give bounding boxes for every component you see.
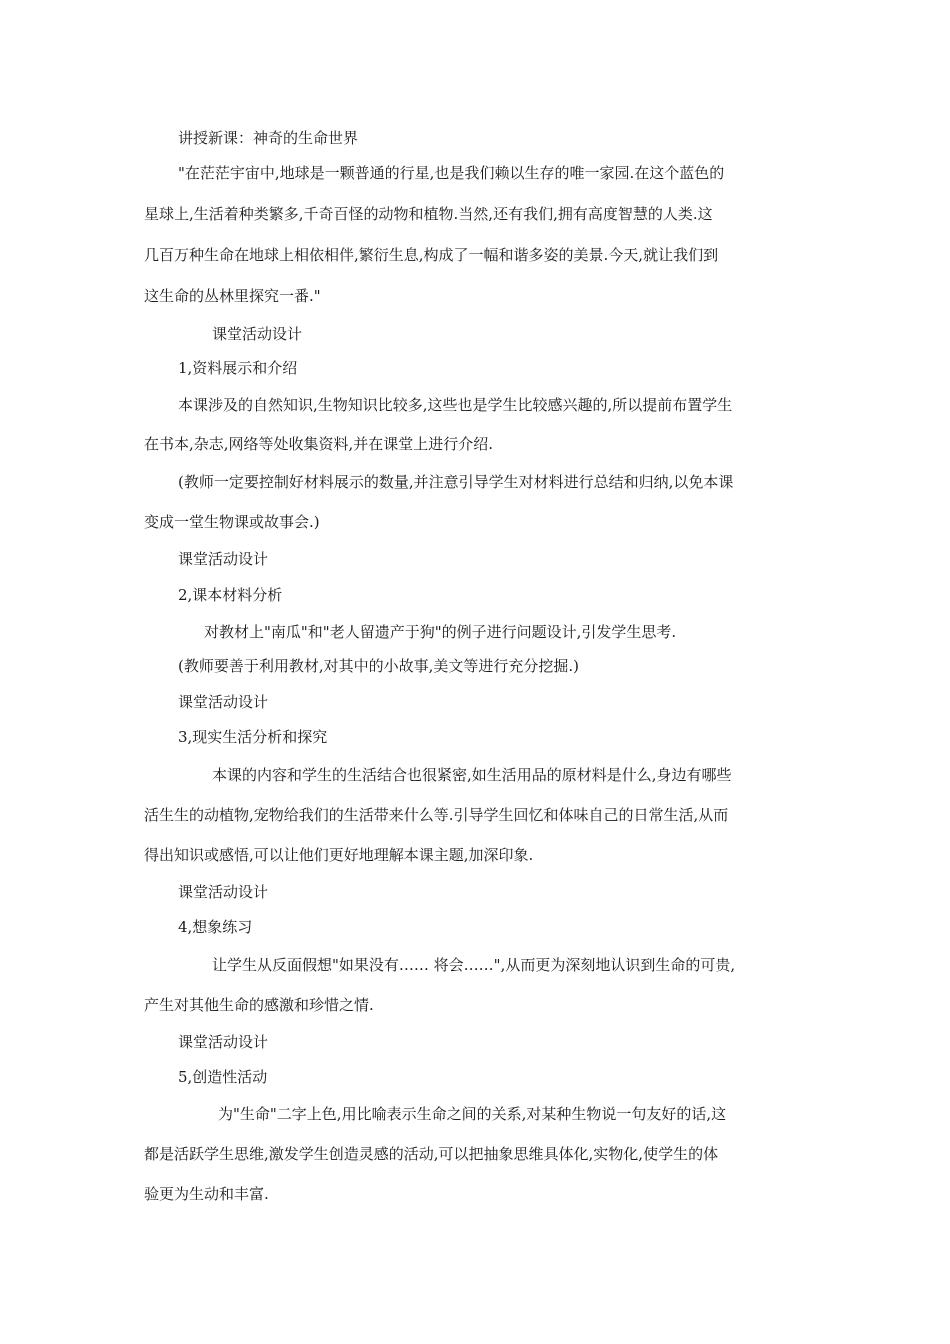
section-heading: 课堂活动设计 <box>212 325 303 343</box>
activity-title: 2,课本材料分析 <box>178 586 283 604</box>
paragraph-line: 让学生从反面假想"如果没有…… 将会……",从而更为深刻地认识到生命的可贵, <box>212 956 736 974</box>
paragraph-line: 都是活跃学生思维,激发学生创造灵感的活动,可以把抽象思维具体化,实物化,使学生的体 <box>144 1145 719 1163</box>
section-heading: 课堂活动设计 <box>178 883 269 901</box>
paragraph-line: 本课的内容和学生的生活结合也很紧密,如生活用品的原材料是什么,身边有哪些 <box>212 766 732 784</box>
intro-paragraph-line: 星球上,生活着种类繁多,千奇百怪的动物和植物.当然,还有我们,拥有高度智慧的人类.这 <box>144 205 713 223</box>
paragraph-line: 得出知识或感悟,可以让他们更好地理解本课主题,加深印象. <box>144 846 534 864</box>
paragraph-line: 活生生的动植物,宠物给我们的生活带来什么等.引导学生回忆和体味自己的日常生活,从而 <box>144 806 729 824</box>
note-line: (教师一定要控制好材料展示的数量,并注意引导学生对材料进行总结和归纳,以免本课 <box>178 473 734 491</box>
intro-paragraph-line: 这生命的丛林里探究一番." <box>144 287 321 305</box>
activity-title: 5,创造性活动 <box>178 1068 268 1086</box>
paragraph-line: 本课涉及的自然知识,生物知识比较多,这些也是学生比较感兴趣的,所以提前布置学生 <box>178 396 733 414</box>
section-heading: 课堂活动设计 <box>178 1033 269 1051</box>
note-line: 变成一堂生物课或故事会.) <box>144 513 320 531</box>
activity-title: 4,想象练习 <box>178 918 253 936</box>
activity-title: 3,现实生活分析和探究 <box>178 728 328 746</box>
paragraph-line: 验更为生动和丰富. <box>144 1185 269 1203</box>
lesson-heading: 讲授新课：神奇的生命世界 <box>178 129 359 147</box>
paragraph-line: 产生对其他生命的感激和珍惜之情. <box>144 996 374 1014</box>
section-heading: 课堂活动设计 <box>178 550 269 568</box>
intro-paragraph-line: 几百万种生命在地球上相依相伴,繁衍生息,构成了一幅和谐多姿的美景.今天,就让我们到 <box>144 246 719 264</box>
activity-title: 1,资料展示和介绍 <box>178 359 298 377</box>
paragraph-line: 在书本,杂志,网络等处收集资料,并在课堂上进行介绍. <box>144 435 494 453</box>
section-heading: 课堂活动设计 <box>178 693 269 711</box>
paragraph-line: 对教材上"南瓜"和"老人留遗产于狗"的例子进行问题设计,引发学生思考. <box>204 623 677 641</box>
intro-paragraph-line: "在茫茫宇宙中,地球是一颗普通的行星,也是我们赖以生存的唯一家园.在这个蓝色的 <box>178 164 725 182</box>
note-line: (教师要善于利用教材,对其中的小故事,美文等进行充分挖掘.) <box>178 657 580 675</box>
paragraph-line: 为"生命"二字上色,用比喻表示生命之间的关系,对某种生物说一句友好的话,这 <box>218 1105 727 1123</box>
